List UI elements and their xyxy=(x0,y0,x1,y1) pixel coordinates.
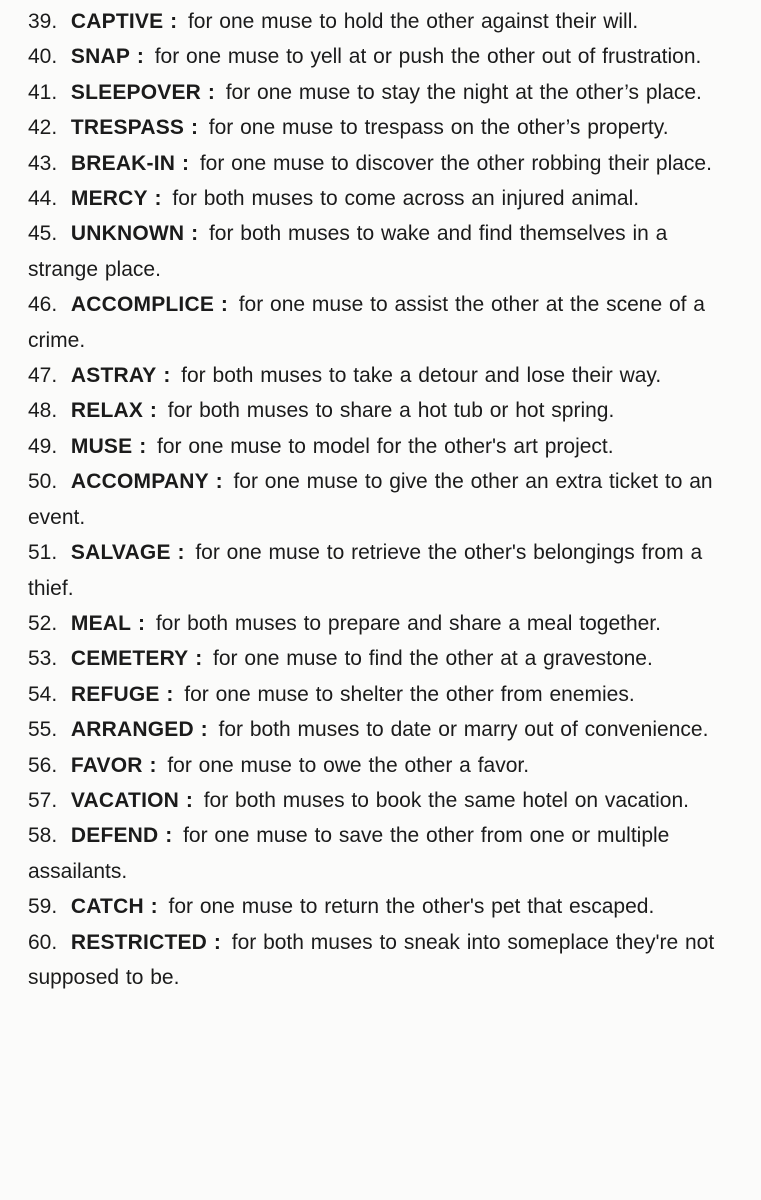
item-number: 40. xyxy=(28,45,58,69)
item-description: for one muse to hold the other against their will. xyxy=(187,10,639,33)
list-item xyxy=(28,146,744,181)
item-number: 49. xyxy=(28,434,58,458)
item-term: RESTRICTED xyxy=(70,930,208,954)
item-number: 45. xyxy=(28,222,58,246)
list-item xyxy=(28,39,744,74)
item-number: 43. xyxy=(28,151,58,175)
item-separator: : xyxy=(193,718,208,742)
item-number: 53. xyxy=(28,647,58,671)
item-term: ACCOMPLICE xyxy=(70,293,215,317)
item-separator: : xyxy=(158,824,173,848)
item-number: 46. xyxy=(28,293,58,317)
item-number: 39. xyxy=(28,10,58,33)
item-description: for both muses to prepare and share a meal together. xyxy=(155,611,661,635)
item-separator: : xyxy=(175,151,189,175)
item-separator: : xyxy=(170,541,185,565)
item-term: VACATION xyxy=(70,788,180,812)
item-separator: : xyxy=(132,434,147,458)
item-description: for one muse to give the other an extra ticket to an event. xyxy=(28,470,713,529)
item-number: 55. xyxy=(28,718,58,742)
list-item xyxy=(28,358,744,393)
item-separator: : xyxy=(130,45,144,69)
item-description: for one muse to yell at or push the other out of frustration. xyxy=(154,45,702,69)
list-item xyxy=(28,216,744,287)
item-term: MUSE xyxy=(70,434,133,458)
list-item xyxy=(28,783,744,818)
item-number: 54. xyxy=(28,682,58,706)
item-description: for one muse to save the other from one or multiple assailants. xyxy=(28,824,670,883)
item-separator: : xyxy=(184,116,198,140)
item-description: for one muse to return the other's pet that escaped. xyxy=(168,895,655,919)
item-separator: : xyxy=(163,10,178,33)
item-number: 51. xyxy=(28,541,58,565)
item-separator: : xyxy=(208,470,223,494)
item-term: SNAP xyxy=(70,45,131,69)
item-term: SLEEPOVER xyxy=(70,80,202,104)
item-number: 50. xyxy=(28,470,58,494)
list-item xyxy=(28,393,744,428)
item-description: for one muse to owe the other a favor. xyxy=(167,753,530,777)
item-number: 48. xyxy=(28,399,58,423)
item-description: for one muse to trespass on the other’s property. xyxy=(208,116,669,140)
item-number: 60. xyxy=(28,930,58,954)
item-number: 42. xyxy=(28,116,58,140)
list-item xyxy=(28,75,744,110)
item-separator: : xyxy=(156,364,171,388)
item-separator: : xyxy=(131,611,145,635)
item-separator: : xyxy=(142,753,157,777)
item-number: 44. xyxy=(28,187,58,211)
list-item xyxy=(28,535,744,606)
item-description: for both muses to book the same hotel on vacation. xyxy=(203,788,689,812)
item-description: for both muses to sneak into someplace they're not supposed to be. xyxy=(28,930,715,989)
item-description: for one muse to retrieve the other's belongings from a thief. xyxy=(28,541,703,600)
item-term: DEFEND xyxy=(70,824,159,848)
item-separator: : xyxy=(143,399,157,423)
item-term: MERCY xyxy=(70,187,148,211)
list-item xyxy=(28,464,744,535)
item-term: REFUGE xyxy=(70,682,160,706)
item-separator: : xyxy=(188,647,203,671)
item-separator: : xyxy=(184,222,199,246)
item-term: CATCH xyxy=(70,895,144,919)
item-description: for one muse to model for the other's art project. xyxy=(157,434,614,458)
list-item xyxy=(28,287,744,358)
item-description: for both muses to date or marry out of convenience. xyxy=(218,718,709,742)
item-term: ARRANGED xyxy=(70,718,194,742)
item-description: for one muse to discover the other robbing their place. xyxy=(199,151,712,175)
list-item xyxy=(28,925,744,996)
item-description: for both muses to take a detour and lose their way. xyxy=(181,364,662,388)
list-item xyxy=(28,712,744,747)
item-separator: : xyxy=(147,187,162,211)
item-number: 47. xyxy=(28,364,58,388)
list-item xyxy=(28,110,744,145)
list-item xyxy=(28,181,744,216)
item-number: 41. xyxy=(28,80,58,104)
item-description: for one muse to assist the other at the scene of a crime. xyxy=(28,293,705,352)
item-description: for both muses to wake and find themselves in a strange place. xyxy=(28,222,668,281)
item-term: RELAX xyxy=(70,399,144,423)
item-separator: : xyxy=(179,788,193,812)
item-term: FAVOR xyxy=(70,753,143,777)
item-term: SALVAGE xyxy=(70,541,171,565)
list-item xyxy=(28,748,744,783)
item-separator: : xyxy=(207,930,221,954)
item-description: for one muse to find the other at a gravestone. xyxy=(213,647,653,671)
item-number: 58. xyxy=(28,824,58,848)
item-separator: : xyxy=(214,293,228,317)
item-term: TRESPASS xyxy=(70,116,185,140)
list-item xyxy=(28,4,744,39)
item-term: ASTRAY xyxy=(70,364,157,388)
item-term: MEAL xyxy=(70,611,132,635)
item-number: 56. xyxy=(28,753,58,777)
item-term: UNKNOWN xyxy=(70,222,185,246)
item-number: 57. xyxy=(28,788,58,812)
item-separator: : xyxy=(143,895,158,919)
prompt-list xyxy=(28,4,744,995)
item-description: for both muses to come across an injured animal. xyxy=(172,187,640,211)
item-description: for one muse to shelter the other from enemies. xyxy=(184,682,635,706)
item-number: 59. xyxy=(28,895,58,919)
item-number: 52. xyxy=(28,611,58,635)
item-term: ACCOMPANY xyxy=(70,470,209,494)
item-separator: : xyxy=(201,80,215,104)
item-term: CAPTIVE xyxy=(70,10,164,33)
list-item xyxy=(28,889,744,924)
item-term: CEMETERY xyxy=(70,647,189,671)
item-separator: : xyxy=(159,682,174,706)
list-item xyxy=(28,677,744,712)
item-description: for one muse to stay the night at the other’s place. xyxy=(225,80,702,104)
list-item xyxy=(28,606,744,641)
list-item xyxy=(28,818,744,889)
list-item xyxy=(28,641,744,676)
item-description: for both muses to share a hot tub or hot spring. xyxy=(167,399,615,423)
list-item xyxy=(28,429,744,464)
item-term: BREAK-IN xyxy=(70,151,176,175)
